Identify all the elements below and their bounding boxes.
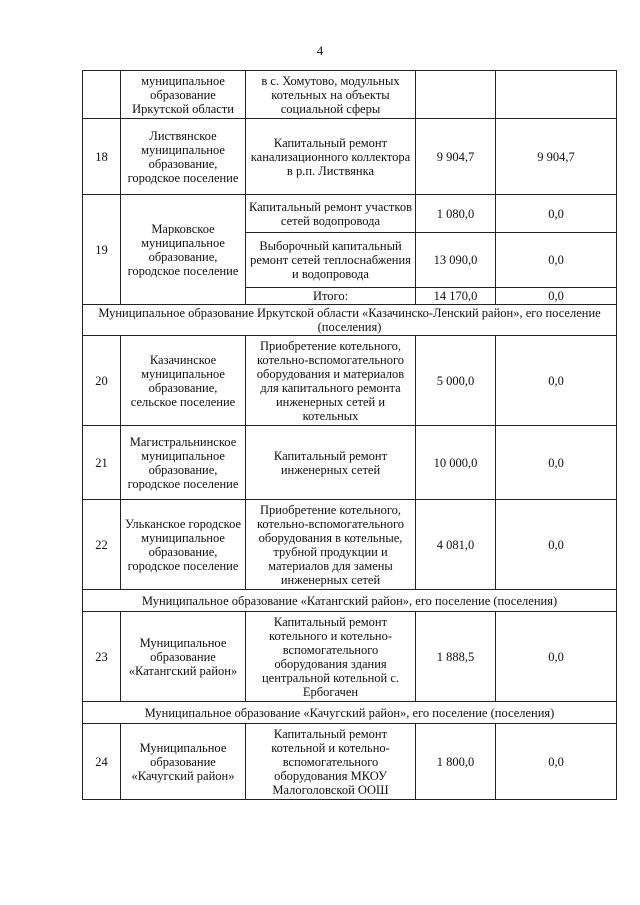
work-cell: Выборочный капитальный ремонт сетей теплоснабжения и водопровода [246,233,416,288]
row-number: 22 [83,500,121,590]
work-cell: Капитальный ремонт участков сетей водопровода [246,195,416,233]
row-number: 18 [83,119,121,195]
total-sum: 14 170,0 [416,288,496,305]
municipality-cell: Муниципальное образование «Качугский район» [121,724,246,800]
amount-cell: 0,0 [496,724,617,800]
municipality-cell: Ульканское городское муниципальное образование, городское поселение [121,500,246,590]
work-cell: Капитальный ремонт котельного и котельно-вспомогательного оборудования здания центральной котельной с. Ербогачен [246,612,416,702]
table-row [83,195,617,233]
section-heading: Муниципальное образование Иркутской области «Казачинско-Ленский район», его поселение (поселения) [83,305,617,336]
work-cell: в с. Хомутово, модульных котельных на объекты социальной сферы [246,71,416,119]
row-number [83,71,121,119]
amount-cell: 0,0 [496,195,617,233]
section-heading: Муниципальное образование «Катангский район», его поселение (поселения) [83,590,617,612]
row-number: 21 [83,426,121,500]
table-row [83,336,617,426]
section-heading: Муниципальное образование «Качугский район», его поселение (поселения) [83,702,617,724]
municipality-cell: Листвянское муниципальное образование, городское поселение [121,119,246,195]
section-row [83,305,617,336]
sum-cell: 1 800,0 [416,724,496,800]
amount-cell: 0,0 [496,426,617,500]
amount-cell: 0,0 [496,336,617,426]
row-number: 23 [83,612,121,702]
sum-cell [416,71,496,119]
sum-cell: 1 080,0 [416,195,496,233]
total-amount: 0,0 [496,288,617,305]
works-table [82,70,617,800]
work-cell: Капитальный ремонт котельной и котельно-вспомогательного оборудования МКОУ Малоголовской ООШ [246,724,416,800]
sum-cell: 1 888,5 [416,612,496,702]
work-cell: Капитальный ремонт канализационного коллектора в р.п. Листвянка [246,119,416,195]
municipality-cell: Магистральнинское муниципальное образование, городское поселение [121,426,246,500]
work-cell: Приобретение котельного, котельно-вспомогательного оборудования и материалов для капитального ремонта инженерных сетей и котельных [246,336,416,426]
amount-cell: 0,0 [496,612,617,702]
table-row [83,71,617,119]
amount-cell: 0,0 [496,500,617,590]
amount-cell [496,71,617,119]
row-number: 19 [83,195,121,305]
table-row [83,426,617,500]
municipality-cell: Казачинское муниципальное образование, сельское поселение [121,336,246,426]
municipality-cell: Муниципальное образование «Катангский район» [121,612,246,702]
sum-cell: 9 904,7 [416,119,496,195]
municipality-cell: муниципальное образование Иркутской области [121,71,246,119]
section-row [83,590,617,612]
sum-cell: 10 000,0 [416,426,496,500]
table-row [83,119,617,195]
amount-cell: 0,0 [496,233,617,288]
table-row [83,724,617,800]
section-row [83,702,617,724]
sum-cell: 13 090,0 [416,233,496,288]
amount-cell: 9 904,7 [496,119,617,195]
work-cell: Приобретение котельного, котельно-вспомогательного оборудования в котельные, трубной продукции и материалов для замены инженерных сетей [246,500,416,590]
total-label: Итого: [246,288,416,305]
table-row [83,612,617,702]
row-number: 20 [83,336,121,426]
municipality-cell: Марковское муниципальное образование, городское поселение [121,195,246,305]
page-number: 4 [316,43,324,58]
table-row [83,500,617,590]
row-number: 24 [83,724,121,800]
work-cell: Капитальный ремонт инженерных сетей [246,426,416,500]
sum-cell: 5 000,0 [416,336,496,426]
sum-cell: 4 081,0 [416,500,496,590]
